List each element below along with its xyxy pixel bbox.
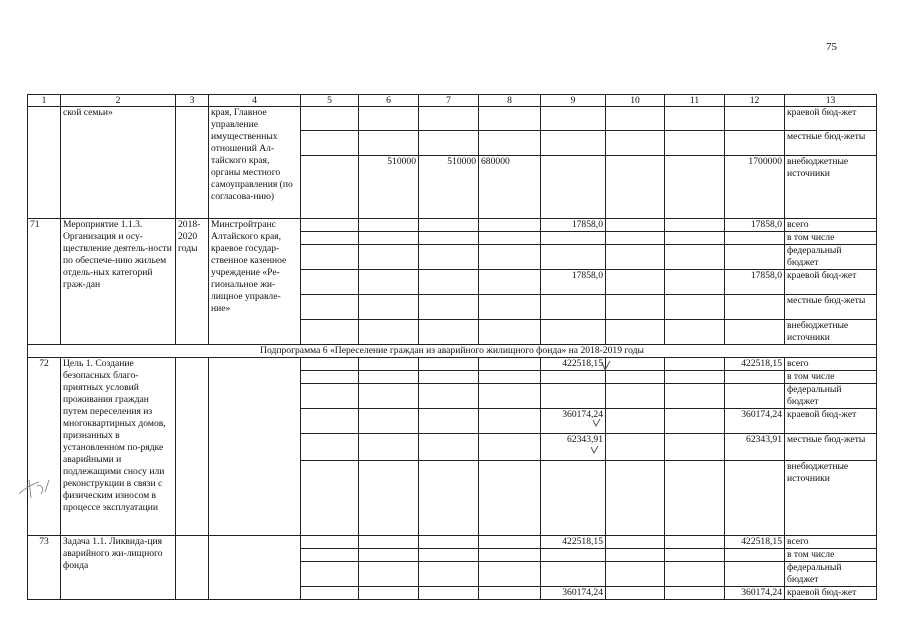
- source-cell: федеральный бюджет: [785, 245, 877, 270]
- value-cell: 422518,15: [541, 536, 606, 549]
- period-cell: [176, 107, 209, 219]
- source-cell: в том числе: [785, 549, 877, 562]
- source-cell: краевой бюд-жет: [785, 587, 877, 600]
- period-cell: 2018-2020 годы: [176, 219, 209, 345]
- subprogram-title: Подпрограмма 6 «Переселение граждан из аварийного жилищного фонда» на 2018-2019 годы: [28, 345, 877, 358]
- value-cell: 360174,24: [725, 409, 785, 434]
- program-budget-table: [27, 94, 877, 600]
- value-cell: 17858,0: [725, 219, 785, 232]
- value-cell: 422518,15: [541, 358, 606, 371]
- source-cell: краевой бюд-жет: [785, 107, 877, 131]
- value-cell: 360174,24: [725, 587, 785, 600]
- measure-name-cell: Задача 1.1. Ликвида-ция аварийного жи-лищного фонда: [61, 536, 176, 600]
- row-number-cell: 72: [28, 358, 61, 536]
- source-cell: краевой бюд-жет: [785, 409, 877, 434]
- header-cell: 6: [359, 95, 419, 107]
- table-row: [28, 358, 877, 371]
- header-cell: 3: [176, 95, 209, 107]
- value-cell: 510000: [419, 156, 479, 219]
- header-cell: 5: [301, 95, 359, 107]
- source-cell: всего: [785, 536, 877, 549]
- check-mark-icon: [590, 445, 600, 458]
- page-number: 75: [826, 41, 837, 53]
- table-row: [28, 107, 877, 131]
- header-cell: 8: [479, 95, 541, 107]
- header-cell: 7: [419, 95, 479, 107]
- source-cell: федеральный бюджет: [785, 384, 877, 409]
- source-cell: всего: [785, 358, 877, 371]
- source-cell: внебюджетные источники: [785, 156, 877, 219]
- header-cell: 10: [606, 95, 665, 107]
- handwritten-scribble-icon: [15, 472, 55, 509]
- period-cell: [176, 358, 209, 536]
- table-row: [28, 219, 877, 232]
- value-cell: 360174,24: [541, 409, 606, 434]
- measure-name-cell: Мероприятие 1.1.3. Организация и осу-ществление деятель-ности по обеспече-нию жильем отдель-ных категорий граж-дан: [61, 219, 176, 345]
- header-cell: 11: [665, 95, 725, 107]
- value-cell: 422518,15: [725, 536, 785, 549]
- header-cell: 1: [28, 95, 61, 107]
- value-cell: 17858,0: [541, 270, 606, 295]
- row-number-cell: [28, 107, 61, 219]
- period-cell: [176, 536, 209, 600]
- source-cell: местные бюд-жеты: [785, 295, 877, 320]
- table-row: [28, 536, 877, 549]
- executor-cell: [209, 358, 301, 536]
- value-cell: 360174,24: [541, 587, 606, 600]
- value-cell: 510000: [359, 156, 419, 219]
- source-cell: федеральный бюджет: [785, 562, 877, 587]
- source-cell: в том числе: [785, 371, 877, 384]
- value-cell: 1700000: [725, 156, 785, 219]
- row-number-cell: 71: [28, 219, 61, 345]
- executor-cell: [209, 536, 301, 600]
- executor-cell: края, Главное управление имущественных отношений Ал-тайского края, органы местного самоуправления (по согласова-нию): [209, 107, 301, 219]
- source-cell: всего: [785, 219, 877, 232]
- value-cell: 422518,15: [725, 358, 785, 371]
- measure-name-cell: ской семьи»: [61, 107, 176, 219]
- header-cell: 12: [725, 95, 785, 107]
- column-number-header: [28, 95, 877, 107]
- value-cell: 17858,0: [541, 219, 606, 232]
- check-mark-icon: [592, 418, 602, 431]
- value-cell: 680000: [479, 156, 541, 219]
- measure-name-cell: Цель 1. Создание безопасных благо-приятных условий проживания граждан путем переселения из многоквартирных домов, признанных в установленном по-рядке аварийными и подлежащими сносу или реконструкции в связи с физическим износом в процессе эксплуатации: [61, 358, 176, 536]
- header-cell: 9: [541, 95, 606, 107]
- source-cell: местные бюд-жеты: [785, 131, 877, 156]
- header-cell: 2: [61, 95, 176, 107]
- header-cell: 4: [209, 95, 301, 107]
- header-cell: 13: [785, 95, 877, 107]
- value-cell: 17858,0: [725, 270, 785, 295]
- source-cell: в том числе: [785, 232, 877, 245]
- source-cell: внебюджетные источники: [785, 461, 877, 536]
- row-number-cell: 73: [28, 536, 61, 600]
- executor-cell: Минстройтранс Алтайского края, краевое государ-ственное казенное учреждение «Ре-гиональное жи-лищное управле-ние»: [209, 219, 301, 345]
- value-cell: 62343,91: [541, 434, 606, 461]
- check-mark-icon: [600, 360, 612, 377]
- source-cell: местные бюд-жеты: [785, 434, 877, 461]
- source-cell: внебюджетные источники: [785, 320, 877, 345]
- subprogram-title-row: [28, 345, 877, 358]
- value-cell: 62343,91: [725, 434, 785, 461]
- source-cell: краевой бюд-жет: [785, 270, 877, 295]
